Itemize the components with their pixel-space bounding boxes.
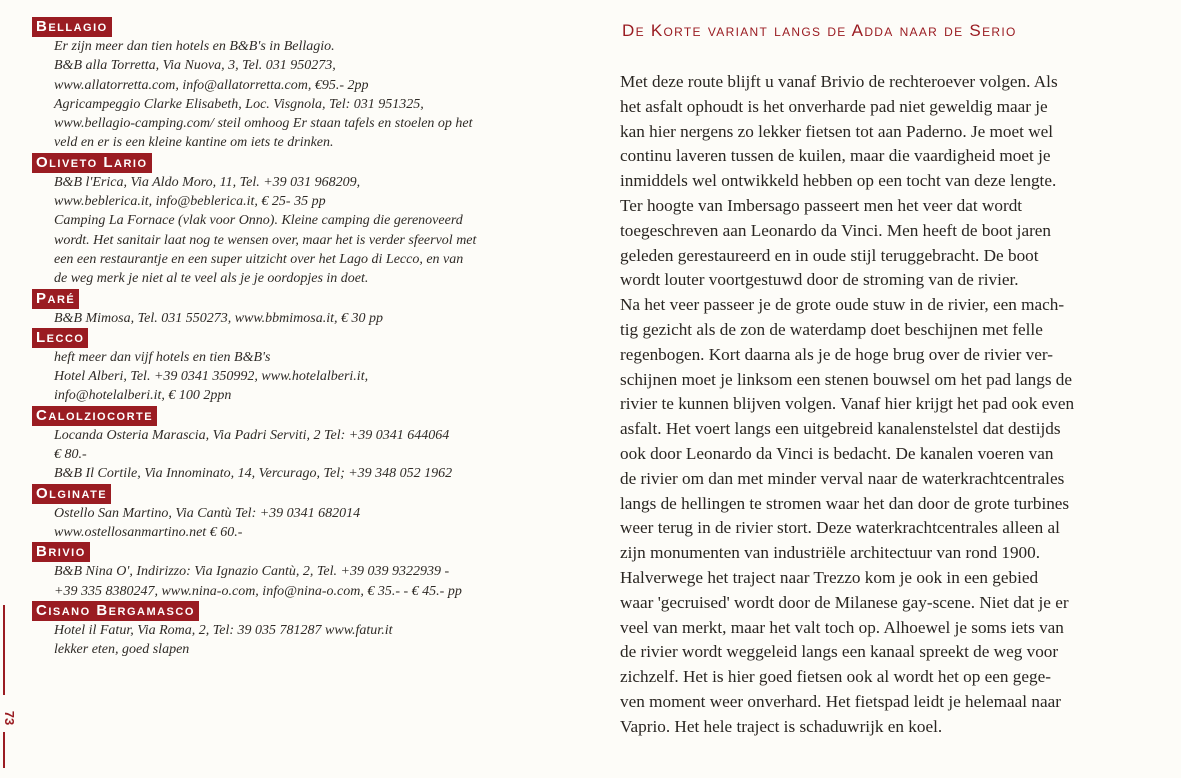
detail-line: B&B alla Torretta, Via Nuova, 3, Tel. 031 950273, (54, 58, 336, 74)
detail-line: www.allatorretta.com, info@allatorretta.com, €95.- 2pp (54, 77, 369, 93)
body-text-line: de rivier om dan met minder verval naar de waterkrachtcentrales (620, 468, 1065, 488)
body-text-line: toegeschreven aan Leonardo da Vinci. Men heeft de boot jaren (620, 220, 1052, 240)
detail-line: veld en er is een kleine kantine om iets te drinken. (54, 135, 334, 151)
body-text-line: Vaprio. Het hele traject is schaduwrijk en koel. (620, 716, 943, 736)
detail-line: +39 335 8380247, www.nina-o.com, info@nina-o.com, € 35.- - € 45.- pp (54, 583, 462, 599)
place-heading: Cisano Bergamasco (32, 601, 199, 621)
body-text-line: kan hier nergens zo lekker fietsen tot aan Paderno. Je moet wel (620, 121, 1054, 141)
body-text-line: weer terug in de rivier stort. Deze waterkrachtcentrales alleen al (620, 518, 1060, 538)
accommodation-details (30, 173, 595, 289)
accommodation-entry (30, 484, 595, 543)
detail-line: B&B Nina O', Indirizzo: Via Ignazio Cantù, 2, Tel. +39 039 9322939 - (54, 564, 450, 580)
page-edge-rule-top (3, 605, 5, 695)
accommodation-details (30, 426, 595, 484)
accommodation-details (30, 37, 595, 153)
body-text-line: veel van merkt, maar het valt toch op. Alhoewel je soms iets van (620, 617, 1064, 637)
detail-line: info@hotelalberi.it, € 100 2ppn (54, 388, 232, 404)
body-text-line: schijnen moet je linksom een stenen bouwsel om het pad langs de (620, 369, 1073, 389)
section-title: De Korte variant langs de Adda naar de Serio (622, 21, 1017, 40)
body-text-line: inmiddels wel ontwikkeld hebben op een tocht van deze lengte. (620, 171, 1057, 191)
detail-line: B&B Il Cortile, Via Innominato, 14, Vercurago, Tel; +39 348 052 1962 (54, 466, 453, 482)
body-text-line: continu laveren tussen de kuilen, maar die vaardigheid moet je (620, 146, 1051, 166)
body-text-line: zichzelf. Het is hier goed fietsen ook al wordt het op een gege- (620, 667, 1051, 687)
route-description (620, 70, 1172, 740)
detail-line: lekker eten, goed slapen (54, 642, 190, 658)
detail-line: Hotel il Fatur, Via Roma, 2, Tel: 39 035 781287 www.fatur.it (54, 622, 393, 638)
detail-line: B&B l'Erica, Via Aldo Moro, 11, Tel. +39 031 968209, (54, 174, 361, 190)
detail-line: Locanda Osteria Marascia, Via Padri Serviti, 2 Tel: +39 0341 644064 (54, 427, 450, 443)
accommodation-details (30, 562, 595, 601)
detail-line: Hotel Alberi, Tel. +39 0341 350992, www.hotelalberi.it, (54, 369, 369, 385)
place-heading: Calolziocorte (32, 406, 157, 426)
place-heading: Bellagio (32, 17, 112, 37)
page-edge-rule-bottom (3, 732, 5, 768)
detail-line: B&B Mimosa, Tel. 031 550273, www.bbmimosa.it, € 30 pp (54, 310, 384, 326)
body-text-line: wordt louter voortgestuwd door de stroming van de rivier. (620, 270, 1019, 290)
detail-line: wordt. Het sanitair laat nog te wensen over, maar het is verder sfeervol met (54, 232, 477, 248)
body-text-line: ook door Leonardo da Vinci is bedacht. De kanalen voeren van (620, 443, 1054, 463)
detail-line: www.bellagio-camping.com/ steil omhoog Er staan tafels en stoelen op het (54, 116, 473, 132)
body-text-line: asfalt. Het voert langs een uitgebreid kanalenstelstel dat destijds (620, 419, 1061, 439)
accommodation-entry (30, 289, 595, 328)
accommodation-entry (30, 153, 595, 289)
accommodation-entry (30, 17, 595, 153)
body-text-line: rivier te kunnen blijven volgen. Vanaf hier krijgt het pad ook even (620, 394, 1075, 414)
body-text-line: Na het veer passeer je de grote oude stuw in de rivier, een mach- (620, 295, 1065, 315)
accommodation-details (30, 348, 595, 406)
place-heading: Paré (32, 289, 79, 309)
detail-line: Agricampeggio Clarke Elisabeth, Loc. Visgnola, Tel: 031 951325, (54, 96, 424, 112)
body-text-line: ven moment weer onverhard. Het fietspad leidt je helemaal naar (620, 691, 1061, 711)
accommodation-entry (30, 406, 595, 484)
detail-line: € 80.- (54, 447, 87, 463)
body-text-line: Ter hoogte van Imbersago passeert men het veer dat wordt (620, 195, 1023, 215)
body-text-line: de rivier wordt weggeleid langs een kanaal spreekt de weg voor (620, 642, 1059, 662)
accommodation-list (30, 17, 595, 659)
place-heading: Oliveto Lario (32, 153, 152, 173)
body-text-line: tig gezicht als de zon de waterdamp doet beschijnen met felle (620, 319, 1043, 339)
place-heading: Lecco (32, 328, 88, 348)
body-text-line: Halverwege het traject naar Trezzo kom je ook in een gebied (620, 567, 1039, 587)
detail-line: www.ostellosanmartino.net € 60.- (54, 524, 243, 540)
detail-line: Ostello San Martino, Via Cantù Tel: +39 0341 682014 (54, 505, 361, 521)
body-text-line: het asfalt ophoudt is het onverharde pad niet geweldig maar je (620, 96, 1048, 116)
place-heading: Olginate (32, 484, 111, 504)
accommodation-entry (30, 328, 595, 406)
detail-line: Er zijn meer dan tien hotels en B&B's in Bellagio. (54, 39, 335, 54)
detail-line: een een restaurantje en een super uitzicht over het Lago di Lecco, en van (54, 251, 464, 267)
detail-line: Camping La Fornace (vlak voor Onno). Kleine camping die gerenoveerd (54, 213, 463, 229)
body-text-line: regenbogen. Kort daarna als je de hoge brug over de rivier ver- (620, 344, 1053, 364)
detail-line: heft meer dan vijf hotels en tien B&B's (54, 349, 271, 365)
body-text-line: geleden gerestaureerd en in oude stijl teruggebracht. De boot (620, 245, 1039, 265)
body-text-line: waar 'gecruised' wordt door de Milanese gay-scene. Niet dat je er (620, 592, 1069, 612)
page-number: 73 (2, 710, 17, 726)
body-text-line: zijn monumenten van industriële architectuur van rond 1900. (620, 543, 1041, 563)
body-text-line: langs de hellingen te stromen waar het dan door de grote turbines (620, 493, 1070, 513)
accommodation-details (30, 504, 595, 543)
detail-line: www.beblerica.it, info@beblerica.it, € 25- 35 pp (54, 194, 326, 210)
body-text-line: Met deze route blijft u vanaf Brivio de rechteroever volgen. Als (620, 72, 1058, 91)
place-heading: Brivio (32, 542, 90, 562)
accommodation-entry (30, 542, 595, 601)
accommodation-entry (30, 601, 595, 660)
accommodation-details (30, 309, 595, 328)
detail-line: de weg merk je niet al te veel als je je oordopjes in doet. (54, 271, 369, 287)
accommodation-details (30, 621, 595, 660)
